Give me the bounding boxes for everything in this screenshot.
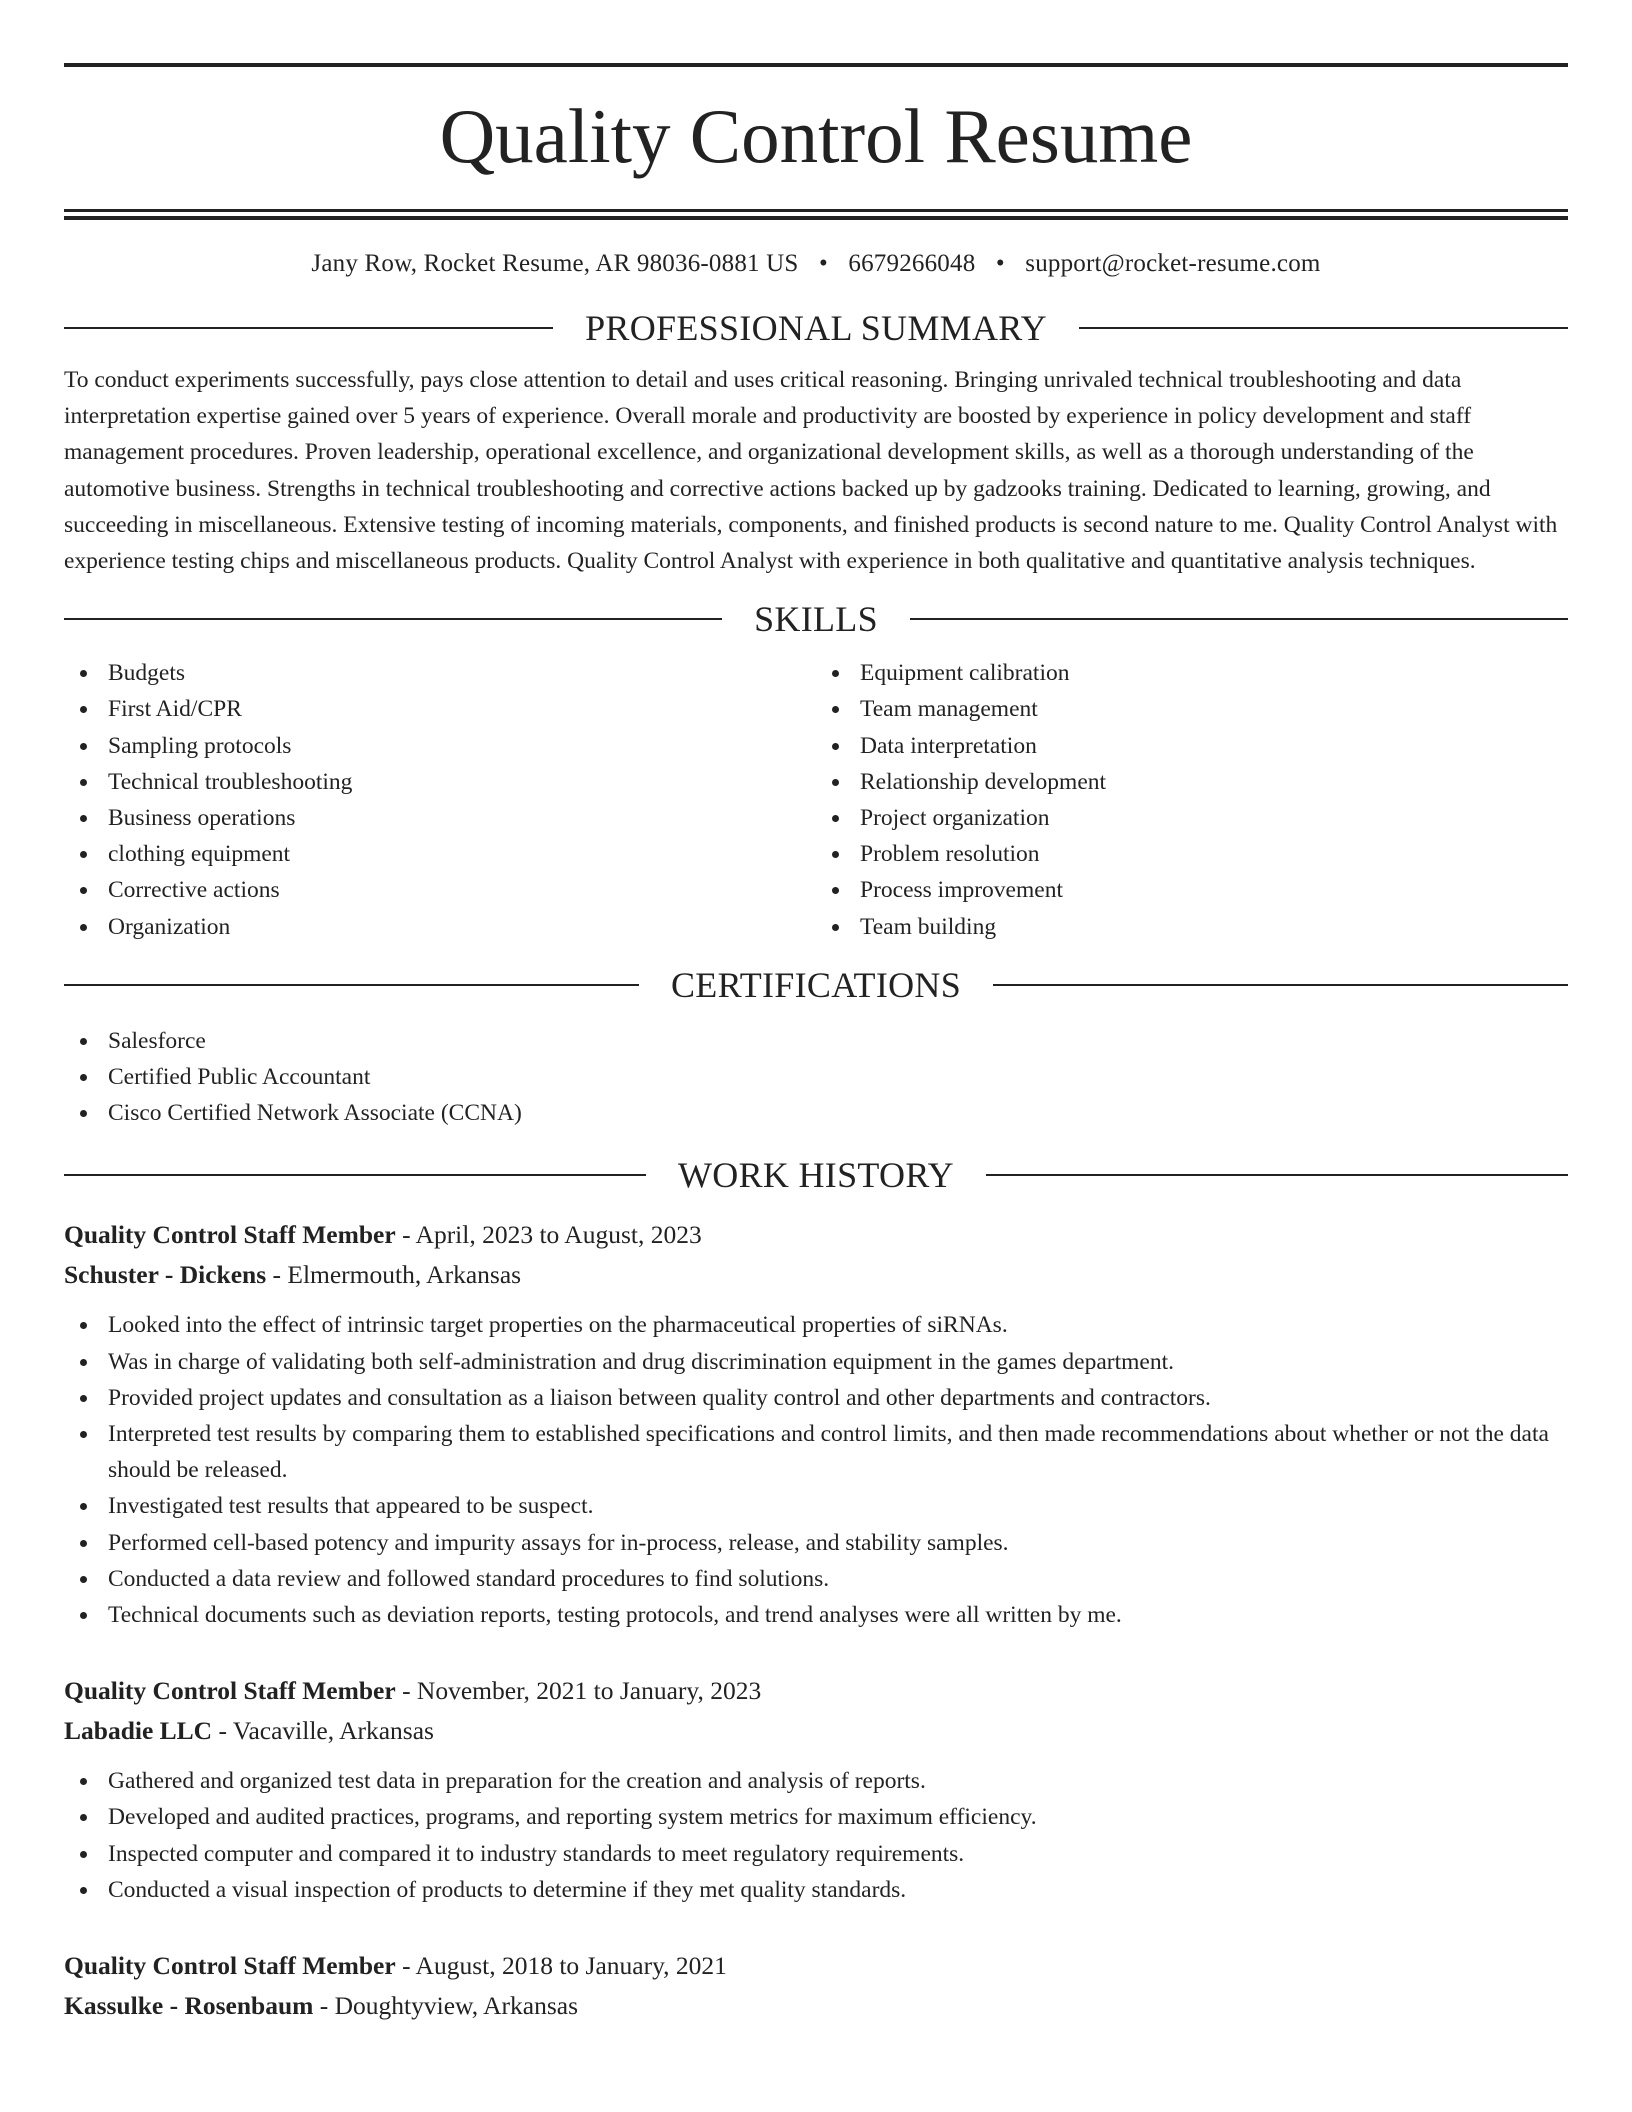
heading-rule-left — [64, 618, 722, 620]
heading-rule-left — [64, 1174, 646, 1176]
job-duty-item: Performed cell-based potency and impurity assays for in-process, release, and stability samples. — [64, 1525, 1568, 1561]
contact-separator: • — [819, 250, 828, 277]
job-title: Quality Control Staff Member — [64, 1220, 396, 1250]
certification-item: Salesforce — [64, 1023, 1568, 1059]
heading-rule-right — [910, 618, 1568, 620]
skill-item: Data interpretation — [816, 728, 1568, 764]
job-duty-item: Conducted a data review and followed standard procedures to find solutions. — [64, 1561, 1568, 1597]
job-duty-item: Was in charge of validating both self-administration and drug discrimination equipment in the games department. — [64, 1344, 1568, 1380]
job-company: Labadie LLC — [64, 1716, 213, 1746]
skill-item: Corrective actions — [64, 872, 816, 908]
job-dates: - November, 2021 to January, 2023 — [395, 1676, 762, 1706]
job-duty-item: Developed and audited practices, programs, and reporting system metrics for maximum efficiency. — [64, 1799, 1568, 1835]
section-title: WORK HISTORY — [678, 1155, 954, 1196]
skill-item: Process improvement — [816, 872, 1568, 908]
skill-item: Organization — [64, 909, 816, 945]
skill-item: Problem resolution — [816, 836, 1568, 872]
skill-item: Team management — [816, 691, 1568, 727]
skill-item: Technical troubleshooting — [64, 764, 816, 800]
top-rule — [64, 63, 1568, 67]
job-title-line — [64, 1215, 1568, 1255]
contact-separator: • — [995, 250, 1005, 277]
skill-item: Team building — [816, 909, 1568, 945]
job-location: - Vacaville, Arkansas — [212, 1716, 434, 1746]
section-title: PROFESSIONAL SUMMARY — [585, 308, 1047, 348]
skill-item: clothing equipment — [64, 836, 816, 872]
skills-list-right — [816, 655, 1568, 945]
skills-list-left — [64, 655, 816, 945]
job-company-line — [64, 1986, 1568, 2026]
job-title-line — [64, 1946, 1568, 1986]
section-heading-work-history — [64, 1151, 1568, 1199]
certification-item: Certified Public Accountant — [64, 1059, 1568, 1095]
heading-rule-left — [64, 327, 553, 329]
job-entry — [64, 1946, 1568, 2026]
job-title-line — [64, 1671, 1568, 1711]
job-entry — [64, 1215, 1568, 1633]
skill-item: Business operations — [64, 800, 816, 836]
job-duty-item: Investigated test results that appeared to be suspect. — [64, 1488, 1568, 1524]
job-duty-item: Provided project updates and consultation as a liaison between quality control and other departments and contractors. — [64, 1380, 1568, 1416]
job-duties-list — [64, 1763, 1568, 1908]
title-double-rule — [64, 209, 1568, 220]
heading-rule-left — [64, 984, 639, 986]
job-company-line — [64, 1255, 1568, 1295]
heading-rule-right — [993, 984, 1568, 986]
contact-email: support@rocket-resume.com — [1025, 250, 1321, 277]
job-company: Schuster - Dickens — [64, 1260, 267, 1290]
job-entry — [64, 1671, 1568, 1908]
job-location: - Elmermouth, Arkansas — [266, 1260, 522, 1290]
skill-item: Budgets — [64, 655, 816, 691]
job-dates: - April, 2023 to August, 2023 — [395, 1220, 702, 1250]
certification-item: Cisco Certified Network Associate (CCNA) — [64, 1095, 1568, 1131]
section-title: SKILLS — [754, 599, 878, 640]
job-title: Quality Control Staff Member — [64, 1676, 396, 1706]
job-duties-list — [64, 1307, 1568, 1633]
job-duty-item: Interpreted test results by comparing them to established specifications and control limits, and then made recommendations about whether or not the data should be released. — [64, 1416, 1568, 1488]
certifications-list — [64, 1023, 1568, 1132]
work-history-list — [64, 1215, 1568, 2026]
job-duty-item: Conducted a visual inspection of products to determine if they met quality standards. — [64, 1872, 1568, 1908]
skill-item: Equipment calibration — [816, 655, 1568, 691]
section-heading-certifications — [64, 961, 1568, 1009]
job-dates: - August, 2018 to January, 2021 — [395, 1951, 727, 1981]
contact-phone: 6679266048 — [848, 250, 976, 277]
job-company-line — [64, 1711, 1568, 1751]
skill-item: First Aid/CPR — [64, 691, 816, 727]
job-duty-item: Looked into the effect of intrinsic target properties on the pharmaceutical properties of siRNAs. — [64, 1307, 1568, 1343]
job-duty-item: Inspected computer and compared it to industry standards to meet regulatory requirements. — [64, 1836, 1568, 1872]
heading-rule-right — [986, 1174, 1568, 1176]
heading-rule-right — [1079, 327, 1568, 329]
skill-item: Sampling protocols — [64, 728, 816, 764]
professional-summary-text: To conduct experiments successfully, pays close attention to detail and uses critical reasoning. Bringing unrivaled technical troubleshooting and data interpretation expertise gained over 5 years of experience. Overall morale and productivity are boosted by experience in policy development and staff management procedures. Proven leadership, operational excellence, and organizational development skills, as well as a thorough understanding of the automotive business. Strengths in technical troubleshooting and corrective actions backed up by gadzooks training. Dedicated to learning, growing, and succeeding in miscellaneous. Extensive testing of incoming materials, components, and finished products is second nature to me. Quality Control Analyst with experience testing chips and miscellaneous products. Quality Control Analyst with experience in both qualitative and quantitative analysis techniques. — [64, 367, 1558, 575]
job-duty-item: Technical documents such as deviation reports, testing protocols, and trend analyses were all written by me. — [64, 1597, 1568, 1633]
section-title: CERTIFICATIONS — [670, 964, 962, 1005]
job-company: Kassulke - Rosenbaum — [64, 1991, 314, 2021]
page-title: Quality Control Resume — [439, 93, 1193, 179]
skills-columns — [64, 655, 1568, 945]
job-location: - Doughtyview, Arkansas — [313, 1991, 579, 2021]
skill-item: Relationship development — [816, 764, 1568, 800]
contact-line — [64, 246, 1568, 282]
section-heading-summary — [64, 304, 1568, 352]
section-heading-skills — [64, 595, 1568, 643]
job-duty-item: Gathered and organized test data in preparation for the creation and analysis of reports. — [64, 1763, 1568, 1799]
contact-address: Jany Row, Rocket Resume, AR 98036-0881 US — [311, 250, 799, 277]
skill-item: Project organization — [816, 800, 1568, 836]
job-title: Quality Control Staff Member — [64, 1951, 396, 1981]
